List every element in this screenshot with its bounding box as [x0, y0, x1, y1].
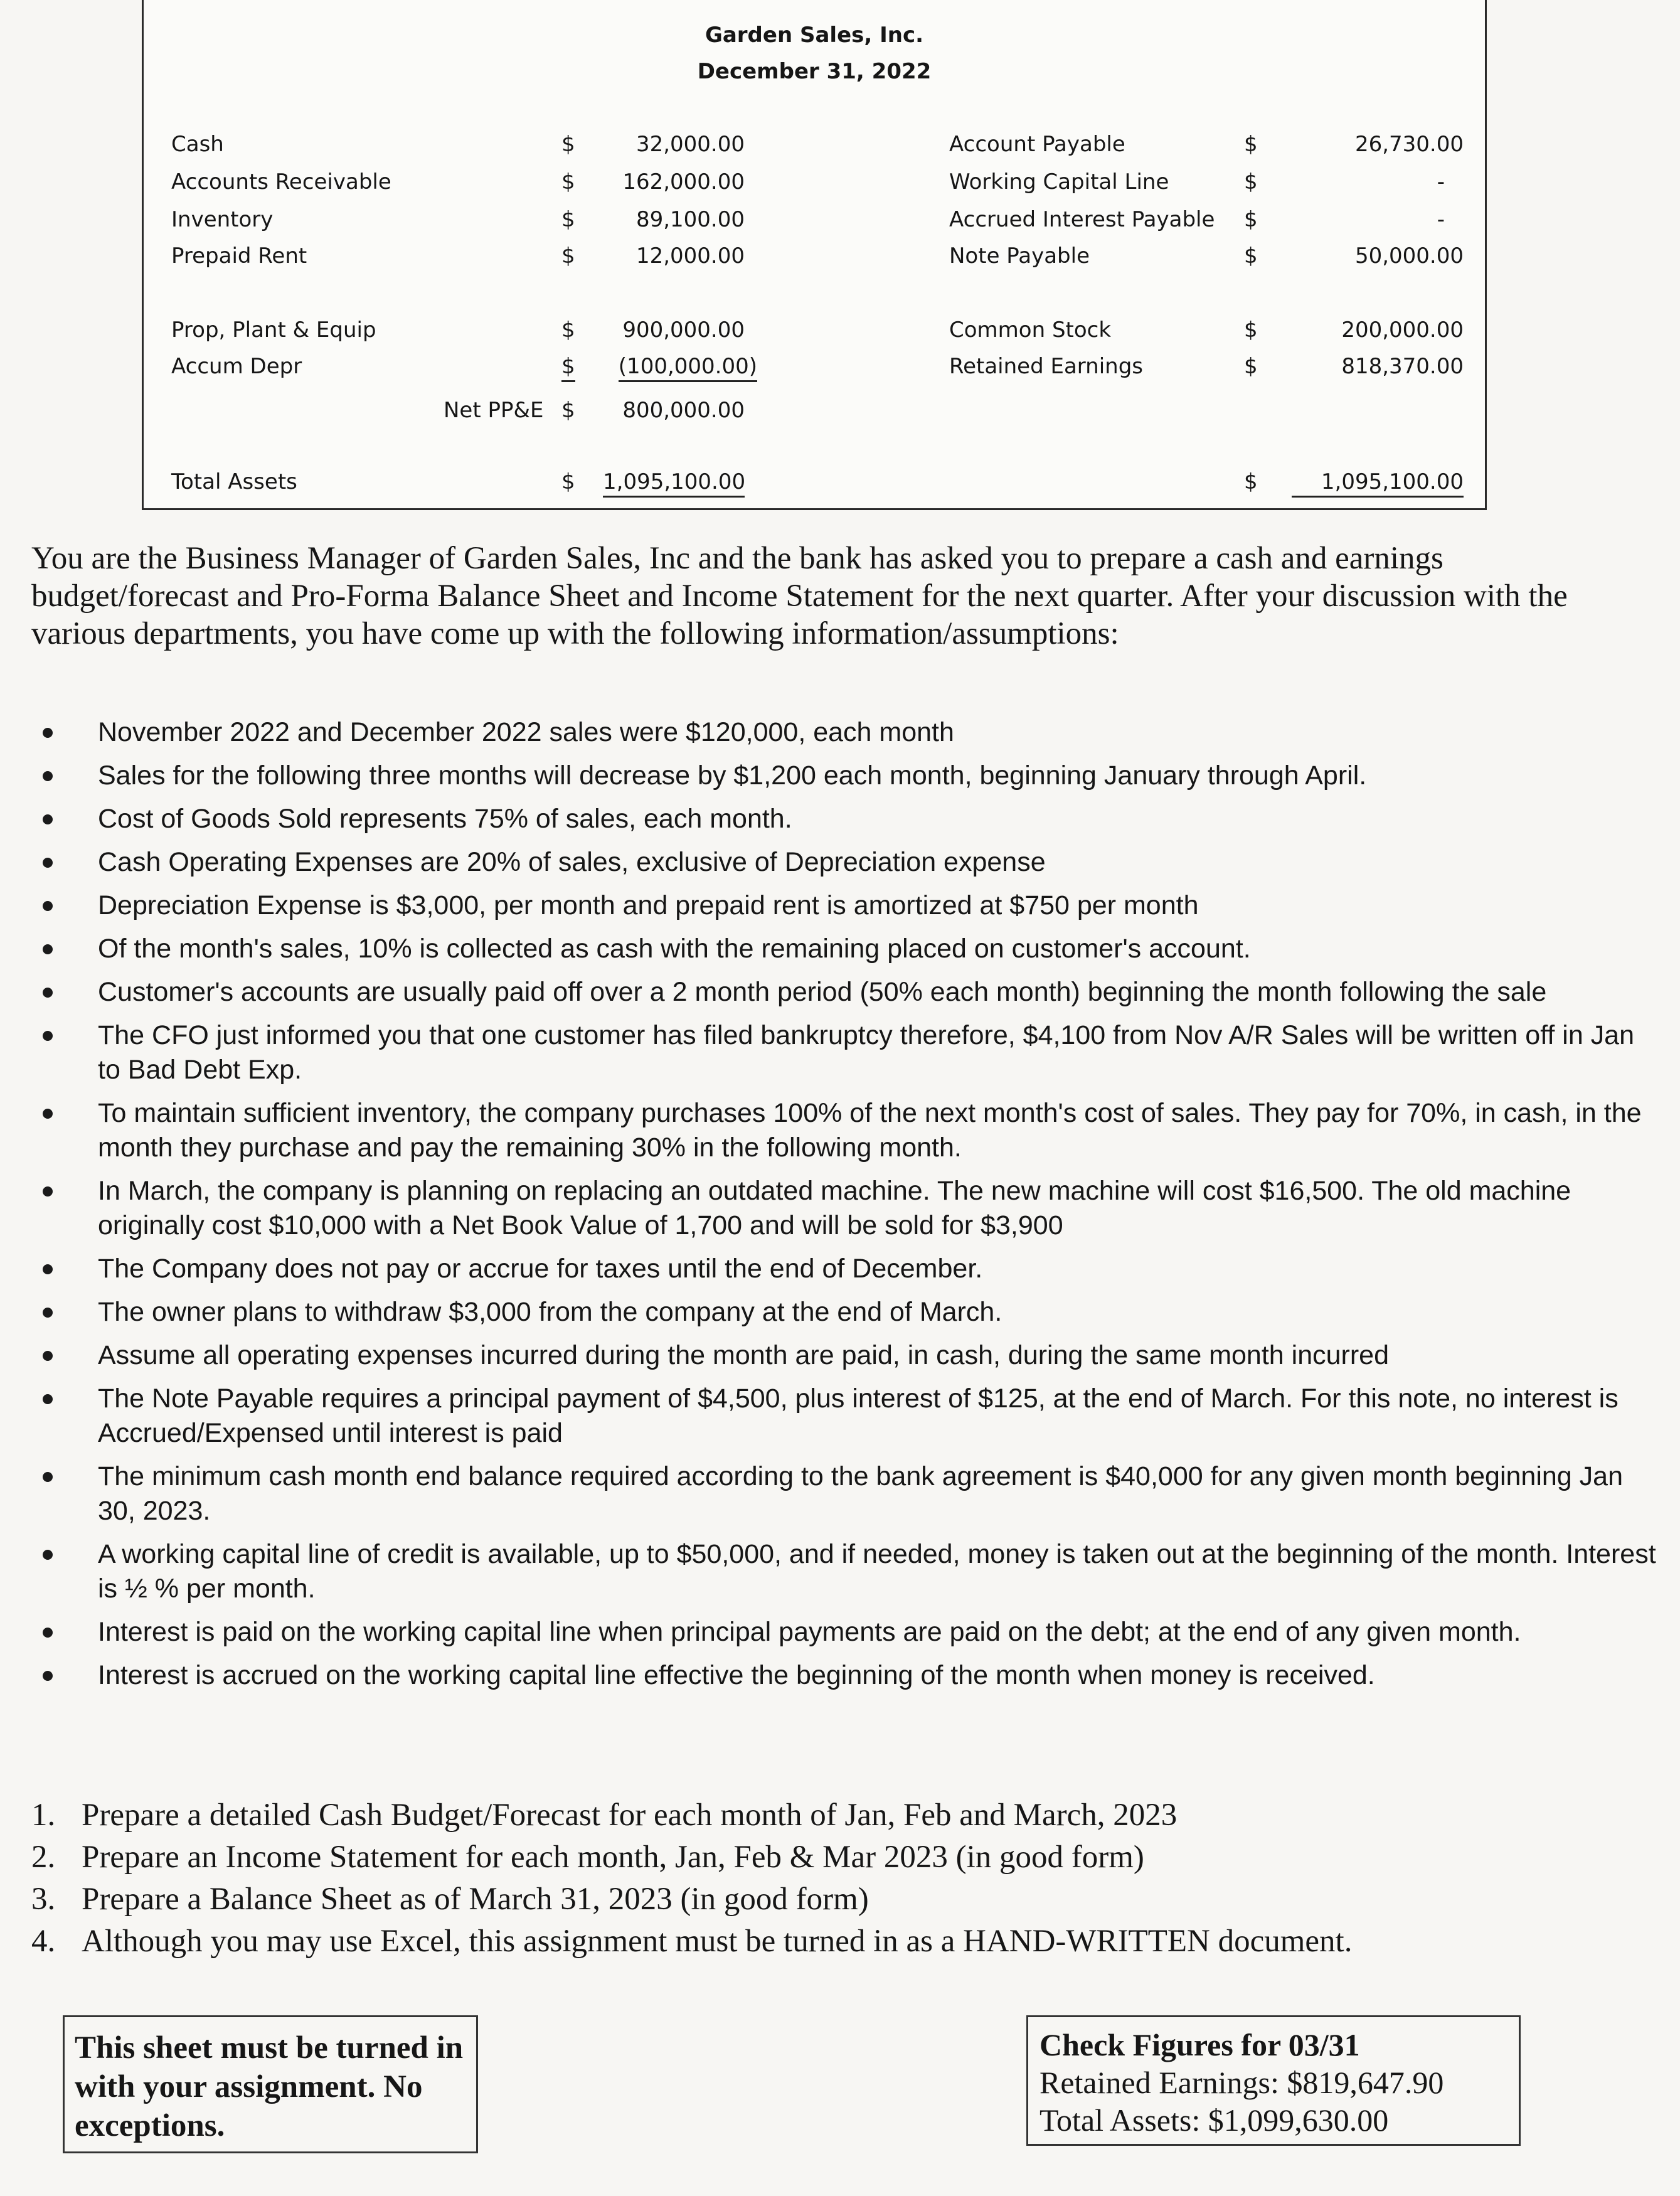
liability-label: Note Payable — [949, 243, 1090, 269]
assumptions-list — [38, 715, 1656, 1702]
dollar-sign: $ — [561, 207, 575, 232]
dollar-sign: $ — [1244, 243, 1258, 269]
dollar-sign: $ — [561, 398, 575, 423]
assumption-item: A working capital line of credit is available, up to $50,000, and if needed, money is taken out at the beginning of the month. Interest is ½ % per month. — [38, 1537, 1656, 1606]
total-liabilities-equity-amount: 1,095,100.00 — [1292, 469, 1464, 498]
assumption-item: Interest is paid on the working capital line when principal payments are paid on the debt; at the end of any given month. — [38, 1615, 1656, 1650]
balance-sheet-date: December 31, 2022 — [697, 59, 932, 84]
assumption-item: Depreciation Expense is $3,000, per month and prepaid rent is amortized at $750 per month — [38, 888, 1656, 923]
check-total-assets: Total Assets: $1,099,630.00 — [1039, 2103, 1389, 2138]
asset-label: Inventory — [171, 207, 274, 232]
asset-amount: 800,000.00 — [622, 398, 745, 423]
liability-amount: - — [1437, 169, 1445, 195]
assumption-item: The owner plans to withdraw $3,000 from the company at the end of March. — [38, 1295, 1656, 1330]
dollar-sign: $ — [1244, 169, 1258, 195]
asset-amount: 89,100.00 — [635, 207, 745, 232]
assumption-item: Cost of Goods Sold represents 75% of sales, each month. — [38, 802, 1656, 836]
intro-paragraph: You are the Business Manager of Garden Sales, Inc and the bank has asked you to prepare a cash and earnings budget/forecast and Pro-Forma Balance Sheet and Income Statement for the next quarter. After your discussion with the various departments, you have come up with the following information/assumptions: — [31, 541, 1568, 651]
task-text: Although you may use Excel, this assignment must be turned in as a HAND-WRITTEN document. — [82, 1924, 1353, 1959]
asset-amount: 1,095,100.00 — [603, 469, 745, 498]
assumption-item: The Note Payable requires a principal payment of $4,500, plus interest of $125, at the end of March. For this note, no interest is Accrued/Expensed until interest is paid — [38, 1382, 1656, 1451]
dollar-sign: $ — [1244, 354, 1258, 379]
assumption-item: Customer's accounts are usually paid off over a 2 month period (50% each month) beginning the month following the sale — [38, 975, 1656, 1010]
dollar-sign: $ — [561, 317, 575, 343]
dollar-sign: $ — [561, 354, 575, 382]
task-number: 4. — [31, 1924, 56, 1959]
liability-amount: 50,000.00 — [1354, 243, 1464, 269]
dollar-sign: $ — [561, 243, 575, 269]
liability-label: Working Capital Line — [949, 169, 1169, 195]
check-figures-box — [1026, 2015, 1521, 2146]
asset-label: Accum Depr — [171, 354, 302, 379]
notice-box: This sheet must be turned in with your assignment. No exceptions. — [63, 2015, 478, 2153]
dollar-sign: $ — [561, 132, 575, 157]
assumption-item: To maintain sufficient inventory, the company purchases 100% of the next month's cost of sales. They pay for 70%, in cash, in the month they purchase and pay the remaining 30% in the following month. — [38, 1096, 1656, 1165]
check-retained-earnings: Retained Earnings: $819,647.90 — [1039, 2065, 1444, 2100]
asset-label: Total Assets — [171, 469, 297, 494]
task-text: Prepare a Balance Sheet as of March 31, 2023 (in good form) — [82, 1882, 869, 1917]
task-item — [31, 1836, 1637, 1879]
assumption-item: Sales for the following three months will decrease by $1,200 each month, beginning January through April. — [38, 759, 1656, 793]
dollar-sign: $ — [561, 469, 575, 494]
balance-sheet — [142, 0, 1487, 510]
assumption-item: November 2022 and December 2022 sales were $120,000, each month — [38, 715, 1656, 750]
dollar-sign: $ — [1244, 132, 1258, 157]
liability-amount: 26,730.00 — [1354, 132, 1464, 157]
task-number: 1. — [31, 1798, 56, 1833]
assumption-item: The Company does not pay or accrue for taxes until the end of December. — [38, 1252, 1656, 1286]
company-name: Garden Sales, Inc. — [704, 23, 924, 48]
task-number: 2. — [31, 1840, 56, 1875]
task-number: 3. — [31, 1882, 56, 1917]
asset-amount: 162,000.00 — [622, 169, 745, 195]
assumption-item: The minimum cash month end balance required according to the bank agreement is $40,000 for any given month beginning Jan 30, 2023. — [38, 1459, 1656, 1528]
task-list — [31, 1794, 1637, 1963]
task-item — [31, 1794, 1637, 1836]
equity-label: Retained Earnings — [949, 354, 1144, 379]
asset-amount: 900,000.00 — [622, 317, 745, 343]
asset-amount: 12,000.00 — [635, 243, 745, 269]
assumption-item: Of the month's sales, 10% is collected as cash with the remaining placed on customer's account. — [38, 932, 1656, 966]
task-text: Prepare an Income Statement for each month, Jan, Feb & Mar 2023 (in good form) — [82, 1840, 1144, 1875]
assumption-item: Cash Operating Expenses are 20% of sales, exclusive of Depreciation expense — [38, 845, 1656, 880]
asset-amount: (100,000.00) — [619, 354, 757, 382]
assumption-item: The CFO just informed you that one customer has filed bankruptcy therefore, $4,100 from Nov A/R Sales will be written off in Jan to Bad Debt Exp. — [38, 1018, 1656, 1087]
dollar-sign: $ — [561, 169, 575, 195]
asset-label: Accounts Receivable — [171, 169, 391, 195]
task-text: Prepare a detailed Cash Budget/Forecast for each month of Jan, Feb and March, 2023 — [82, 1798, 1178, 1833]
equity-amount: 818,370.00 — [1341, 354, 1464, 379]
dollar-sign: $ — [1244, 317, 1258, 343]
asset-label: Net PP&E — [444, 398, 544, 423]
asset-label: Cash — [171, 132, 224, 157]
task-item — [31, 1921, 1637, 1963]
liability-label: Accrued Interest Payable — [949, 207, 1215, 232]
asset-amount: 32,000.00 — [635, 132, 745, 157]
equity-amount: 200,000.00 — [1341, 317, 1464, 343]
assumption-item: Interest is accrued on the working capital line effective the beginning of the month when money is received. — [38, 1658, 1656, 1693]
asset-label: Prop, Plant & Equip — [171, 317, 376, 343]
dollar-sign: $ — [1244, 207, 1258, 232]
dollar-sign: $ — [1244, 469, 1258, 494]
assumption-item: In March, the company is planning on replacing an outdated machine. The new machine will cost $16,500. The old machine originally cost $10,000 with a Net Book Value of 1,700 and will be sold for $3,900 — [38, 1174, 1656, 1243]
liability-label: Account Payable — [949, 132, 1125, 157]
assumption-item: Assume all operating expenses incurred during the month are paid, in cash, during the same month incurred — [38, 1338, 1656, 1373]
asset-label: Prepaid Rent — [171, 243, 307, 269]
check-figures-title: Check Figures for 03/31 — [1039, 2027, 1360, 2062]
equity-label: Common Stock — [949, 317, 1112, 343]
task-item — [31, 1879, 1637, 1921]
liability-amount: - — [1437, 207, 1445, 232]
